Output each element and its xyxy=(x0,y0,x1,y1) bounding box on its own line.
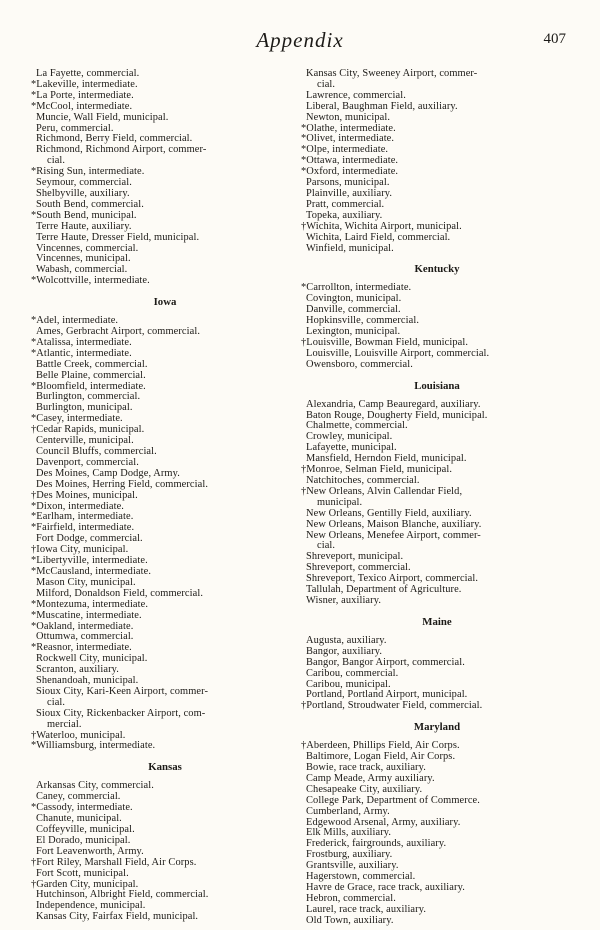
airport-entry xyxy=(301,244,573,255)
entry-continuation: cial. xyxy=(317,540,336,552)
entry-line: Augusta, auxiliary. xyxy=(306,634,387,646)
entry-line: Chanute, municipal. xyxy=(36,813,122,825)
entry-line: †Waterloo, municipal. xyxy=(31,729,126,741)
airport-entry xyxy=(31,687,299,709)
entry-line: †Portland, Stroudwater Field, commercial. xyxy=(301,700,483,712)
entry-line: Wichita, Laird Field, commercial. xyxy=(306,231,451,243)
airport-entry xyxy=(301,520,573,531)
entry-line: La Fayette, commercial. xyxy=(36,68,140,79)
entry-line: Lawrence, commercial. xyxy=(306,89,406,101)
entry-line: Baltimore, Logan Field, Air Corps. xyxy=(306,751,456,763)
entry-line: *South Bend, municipal. xyxy=(31,209,137,221)
entry-line: Louisville, Louisville Airport, commercial. xyxy=(306,347,490,359)
entry-line: Battle Creek, commercial. xyxy=(36,358,148,370)
entry-line: Caribou, commercial. xyxy=(306,667,399,679)
entry-continuation: cial. xyxy=(47,696,66,708)
entry-line: Caney, commercial. xyxy=(36,791,121,803)
entry-line: Burlington, municipal. xyxy=(36,402,133,414)
right-column xyxy=(301,69,573,927)
airport-entry xyxy=(301,658,573,669)
entry-continuation: cial. xyxy=(47,155,66,167)
entry-line: Arkansas City, commercial. xyxy=(36,780,154,792)
entry-line: Portland, Portland Airport, municipal. xyxy=(306,689,468,701)
entry-line: Wabash, commercial. xyxy=(36,264,128,276)
airport-entry xyxy=(31,145,299,167)
entry-line: Independence, municipal. xyxy=(36,900,146,912)
entry-line: *Atlantic, intermediate. xyxy=(31,347,132,359)
airport-entry xyxy=(301,233,573,244)
entry-line: Bowie, race track, auxiliary. xyxy=(306,762,426,774)
entry-line: Camp Meade, Army auxiliary. xyxy=(306,772,435,784)
entry-line: *Oakland, intermediate. xyxy=(31,620,134,632)
entry-line: Tallulah, Department of Agriculture. xyxy=(306,584,462,596)
entry-line: *Libertyville, intermediate. xyxy=(31,555,148,567)
airport-entry xyxy=(31,858,299,869)
state-heading: Iowa xyxy=(153,296,177,309)
entry-line: Terre Haute, Dresser Field, municipal. xyxy=(36,231,200,243)
airport-entry xyxy=(301,509,573,520)
entry-continuation: mercial. xyxy=(47,718,82,730)
entry-line: Davenport, commercial. xyxy=(36,456,139,468)
entry-line: Hutchinson, Albright Field, commercial. xyxy=(36,889,209,901)
entry-line: †Louisville, Bowman Field, municipal. xyxy=(301,336,469,348)
entry-line: *Cassody, intermediate. xyxy=(31,802,133,814)
entry-line: Ames, Gerbracht Airport, commercial. xyxy=(36,326,201,338)
entry-line: Shreveport, municipal. xyxy=(306,551,404,563)
entry-line: *La Porte, intermediate. xyxy=(31,89,134,101)
entry-line: †Iowa City, municipal. xyxy=(31,544,129,556)
entry-line: Fort Leavenworth, Army. xyxy=(36,845,144,857)
entry-line: †Aberdeen, Phillips Field, Air Corps. xyxy=(301,740,460,752)
entry-line: Peru, commercial. xyxy=(36,122,114,134)
airport-entry xyxy=(31,600,299,611)
airport-entry xyxy=(31,233,299,244)
entry-line: Topeka, auxiliary. xyxy=(306,209,383,221)
entry-line: Vincennes, municipal. xyxy=(36,253,131,265)
airport-entry xyxy=(301,531,573,553)
airport-entry xyxy=(301,701,573,712)
airport-entry xyxy=(31,611,299,622)
entry-line: Hopkinsville, commercial. xyxy=(306,315,420,327)
entry-line: *Bloomfield, intermediate. xyxy=(31,380,146,392)
entry-line: Coffeyville, municipal. xyxy=(36,824,135,835)
state-heading: Louisiana xyxy=(414,379,460,392)
airport-entry xyxy=(301,69,573,91)
entry-line: †Wichita, Wichita Airport, municipal. xyxy=(301,220,462,232)
entry-line: College Park, Department of Commerce. xyxy=(306,794,480,806)
entry-line: Danville, commercial. xyxy=(306,304,401,316)
entry-line: Owensboro, commercial. xyxy=(306,358,413,370)
airport-entry xyxy=(301,222,573,233)
entry-line: Pratt, commercial. xyxy=(306,198,385,210)
entry-line: Cumberland, Army. xyxy=(306,805,390,817)
entry-line: †Des Moines, municipal. xyxy=(31,489,138,501)
airport-entry xyxy=(301,596,573,607)
entry-line: †Monroe, Selman Field, municipal. xyxy=(301,464,453,476)
entry-line: Grantsville, auxiliary. xyxy=(306,860,399,872)
entry-line: *Reasnor, intermediate. xyxy=(31,642,132,654)
entry-line: Des Moines, Camp Dodge, Army. xyxy=(36,467,180,479)
entry-line: Muncie, Wall Field, municipal. xyxy=(36,111,169,123)
airport-entry xyxy=(301,360,573,371)
airport-entry xyxy=(31,102,299,113)
airport-entry xyxy=(31,480,299,491)
entry-line: Burlington, commercial. xyxy=(36,391,141,403)
airport-entry xyxy=(31,869,299,880)
entry-line: Terre Haute, auxiliary. xyxy=(36,220,132,232)
entry-line: *Wolcottville, intermediate. xyxy=(31,275,150,287)
entry-line: New Orleans, Maison Blanche, auxiliary. xyxy=(306,518,482,530)
entry-line: *Ottawa, intermediate. xyxy=(301,155,399,167)
entry-line: New Orleans, Menefee Airport, commer- xyxy=(306,529,481,541)
entry-line: *Williamsburg, intermediate. xyxy=(31,740,156,752)
entry-line: *Atalissa, intermediate. xyxy=(31,336,132,348)
entry-line: Sioux City, Kari-Keen Airport, commer- xyxy=(36,685,209,697)
entry-line: Alexandria, Camp Beauregard, auxiliary. xyxy=(306,398,481,410)
entry-line: *Rising Sun, intermediate. xyxy=(31,166,145,178)
entry-line: Kansas City, Fairfax Field, municipal. xyxy=(36,911,199,923)
airport-entry xyxy=(31,222,299,233)
entry-line: Natchitoches, commercial. xyxy=(306,475,420,486)
entry-line: Frostburg, auxiliary. xyxy=(306,849,393,861)
entry-line: Crowley, municipal. xyxy=(306,431,393,443)
entry-line: Liberal, Baughman Field, auxiliary. xyxy=(306,100,458,112)
entry-line: *Adel, intermediate. xyxy=(31,315,119,327)
entry-line: Chesapeake City, auxiliary. xyxy=(306,783,423,795)
airport-entry xyxy=(301,807,573,818)
airport-entry xyxy=(301,916,573,927)
left-column xyxy=(31,69,299,923)
state-heading: Maryland xyxy=(413,721,461,734)
entry-line: Scranton, auxiliary. xyxy=(36,664,119,676)
entry-line: *McCool, intermediate. xyxy=(31,100,133,112)
entry-line: South Bend, commercial. xyxy=(36,198,144,210)
state-heading: Maine xyxy=(422,615,452,628)
entry-line: Mansfield, Herndon Field, municipal. xyxy=(306,453,467,465)
page-number: 407 xyxy=(543,31,566,47)
entry-line: Bangor, auxiliary. xyxy=(306,645,383,657)
airport-entry xyxy=(31,113,299,124)
state-heading: Kentucky xyxy=(414,263,460,276)
airport-entry xyxy=(31,276,299,287)
entry-line: *Olpe, intermediate. xyxy=(301,144,389,156)
entry-line: Mason City, municipal. xyxy=(36,576,136,588)
entry-line: Shenandoah, municipal. xyxy=(36,675,139,687)
entry-line: Frederick, fairgrounds, auxiliary. xyxy=(306,838,447,850)
entry-line: *Carrollton, intermediate. xyxy=(301,282,412,294)
page-title: Appendix xyxy=(256,28,344,52)
entry-line: *Dixon, intermediate. xyxy=(31,500,124,512)
airport-entry xyxy=(31,371,299,382)
entry-line: Fort Dodge, commercial. xyxy=(36,533,143,545)
entry-line: †Cedar Rapids, municipal. xyxy=(31,424,145,436)
entry-line: Edgewood Arsenal, Army, auxiliary. xyxy=(306,816,461,828)
entry-line: Newton, municipal. xyxy=(306,111,391,123)
airport-entry xyxy=(301,487,573,509)
entry-line: *Montezuma, intermediate. xyxy=(31,598,149,610)
airport-entry xyxy=(31,709,299,731)
entry-line: Vincennes, commercial. xyxy=(36,242,139,254)
entry-line: †Fort Riley, Marshall Field, Air Corps. xyxy=(31,856,197,868)
entry-line: Fort Scott, municipal. xyxy=(36,867,129,879)
airport-entry xyxy=(301,400,573,411)
entry-line: Kansas City, Sweeney Airport, commer- xyxy=(306,68,478,79)
airport-entry xyxy=(301,102,573,113)
entry-line: Richmond, Richmond Airport, commer- xyxy=(36,144,207,156)
entry-line: Old Town, auxiliary. xyxy=(306,914,394,926)
entry-line: Richmond, Berry Field, commercial. xyxy=(36,133,193,145)
entry-line: Plainville, auxiliary. xyxy=(306,187,393,199)
entry-line: Milford, Donaldson Field, commercial. xyxy=(36,587,204,599)
entry-continuation: cial. xyxy=(317,78,336,90)
airport-entry xyxy=(31,741,299,752)
entry-line: *Lakeville, intermediate. xyxy=(31,78,138,90)
running-head xyxy=(0,28,600,54)
entry-line: Hebron, commercial. xyxy=(306,892,396,904)
entry-line: Shelbyville, auxiliary. xyxy=(36,187,130,199)
entry-line: *McCausland, intermediate. xyxy=(31,565,152,577)
airport-entry xyxy=(31,912,299,923)
entry-line: Laurel, race track, auxiliary. xyxy=(306,903,427,915)
entry-line: *Muscatine, intermediate. xyxy=(31,609,142,621)
entry-line: Shreveport, Texico Airport, commercial. xyxy=(306,573,479,585)
entry-line: *Casey, intermediate. xyxy=(31,413,123,425)
entry-line: Council Bluffs, commercial. xyxy=(36,446,157,457)
entry-line: Lexington, municipal. xyxy=(306,326,401,338)
entry-line: Hagerstown, commercial. xyxy=(306,871,416,883)
entry-line: New Orleans, Gentilly Field, auxiliary. xyxy=(306,507,472,519)
entry-line: Caribou, municipal. xyxy=(306,678,391,690)
entry-line: Ottumwa, commercial. xyxy=(36,631,134,643)
entry-line: Rockwell City, municipal. xyxy=(36,653,148,665)
entry-line: Elk Mills, auxiliary. xyxy=(306,827,392,839)
state-heading: Kansas xyxy=(148,761,182,774)
entry-continuation: municipal. xyxy=(317,496,363,508)
entry-line: El Dorado, municipal. xyxy=(36,834,131,846)
entry-line: Baton Rouge, Dougherty Field, municipal. xyxy=(306,409,488,421)
entry-line: *Fairfield, intermediate. xyxy=(31,522,135,534)
entry-line: *Olivet, intermediate. xyxy=(301,133,395,145)
entry-line: Bangor, Bangor Airport, commercial. xyxy=(306,656,465,668)
entry-line: *Earlham, intermediate. xyxy=(31,511,134,523)
entry-line: Centerville, municipal. xyxy=(36,435,134,447)
entry-line: *Olathe, intermediate. xyxy=(301,122,396,134)
entry-line: Winfield, municipal. xyxy=(306,242,394,254)
entry-line: Shreveport, commercial. xyxy=(306,562,411,574)
entry-line: *Oxford, intermediate. xyxy=(301,166,399,178)
airport-entry xyxy=(301,669,573,680)
entry-line: Sioux City, Rickenbacker Airport, com- xyxy=(36,707,206,719)
entry-line: Des Moines, Herring Field, commercial. xyxy=(36,478,209,490)
entry-line: Seymour, commercial. xyxy=(36,177,132,189)
entry-line: Wisner, auxiliary. xyxy=(306,594,382,606)
airport-entry xyxy=(301,113,573,124)
entry-line: Covington, municipal. xyxy=(306,293,402,305)
entry-line: Belle Plaine, commercial. xyxy=(36,369,146,381)
entry-line: Chalmette, commercial. xyxy=(306,420,408,432)
entry-line: Lafayette, municipal. xyxy=(306,442,397,454)
airport-entry xyxy=(31,491,299,502)
entry-line: Parsons, municipal. xyxy=(306,177,390,189)
entry-line: †New Orleans, Alvin Callendar Field, xyxy=(301,485,463,497)
entry-line: †Garden City, municipal. xyxy=(31,878,139,890)
entry-line: Havre de Grace, race track, auxiliary. xyxy=(306,882,465,893)
